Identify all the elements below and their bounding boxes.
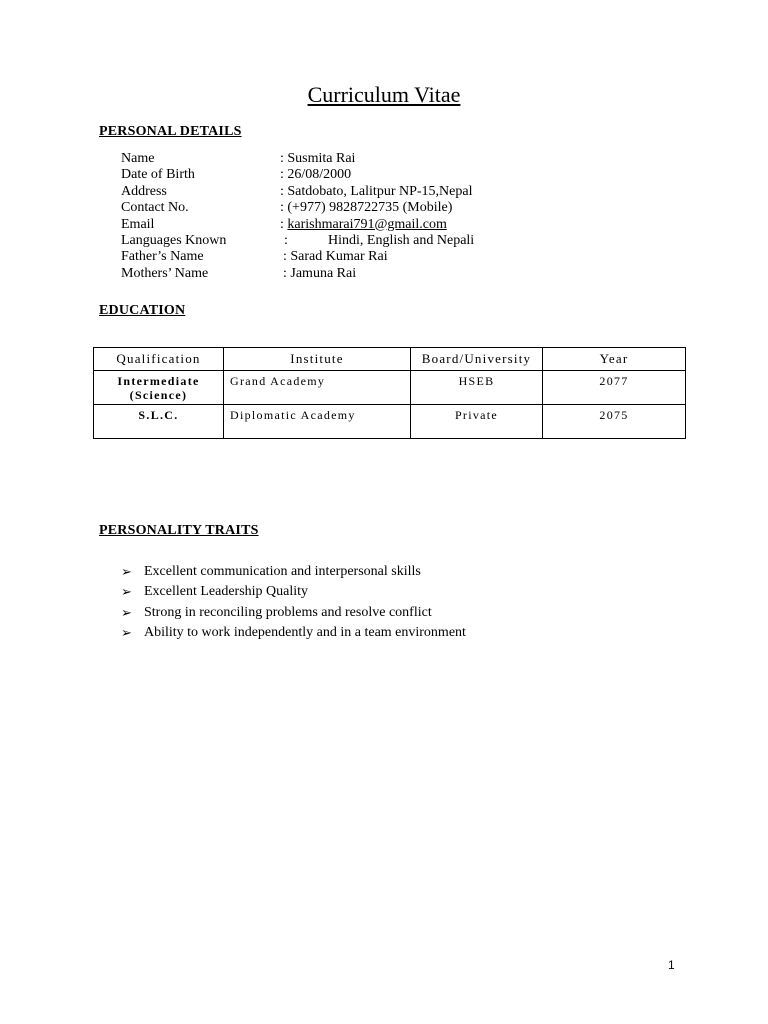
arrow-bullet-icon: ➢ bbox=[121, 564, 132, 579]
year-cell: 2075 bbox=[543, 405, 686, 439]
colon-separator: : bbox=[284, 232, 288, 248]
qualification-cell bbox=[94, 405, 224, 439]
detail-value: : Jamuna Rai bbox=[283, 265, 357, 281]
column-header-board: Board/University bbox=[411, 348, 543, 371]
trait-text: Excellent Leadership Quality bbox=[144, 584, 309, 600]
qualification-cell bbox=[94, 371, 224, 405]
column-header-year: Year bbox=[543, 348, 686, 371]
detail-label: Father’s Name bbox=[121, 249, 204, 265]
arrow-bullet-icon: ➢ bbox=[121, 604, 132, 620]
qualification-line: Intermediate bbox=[117, 374, 200, 388]
qualification-line: S.L.C. bbox=[138, 408, 179, 422]
detail-label: Email bbox=[121, 216, 155, 232]
trait-text: Strong in reconciling problems and resolve conflict bbox=[144, 604, 432, 620]
arrow-bullet-icon: ➢ bbox=[121, 584, 132, 600]
institute-cell: Grand Academy bbox=[224, 371, 411, 405]
page-title: Curriculum Vitae bbox=[307, 82, 461, 107]
detail-value: : Satdobato, Lalitpur NP-15,Nepal bbox=[280, 183, 473, 199]
detail-label: Address bbox=[121, 183, 167, 199]
detail-label: Date of Birth bbox=[121, 167, 195, 183]
colon-separator: : bbox=[280, 216, 288, 232]
column-header-institute: Institute bbox=[224, 348, 411, 371]
email-link[interactable]: karishmarai791@gmail.com bbox=[287, 216, 447, 232]
arrow-bullet-icon: ➢ bbox=[121, 624, 132, 640]
trait-text: Ability to work independently and in a team environment bbox=[144, 624, 466, 640]
education-heading: EDUCATION bbox=[99, 303, 186, 318]
detail-label: Languages Known bbox=[121, 232, 227, 248]
qualification-line: (Science) bbox=[129, 388, 188, 402]
detail-value: : 26/08/2000 bbox=[280, 167, 352, 183]
institute-cell: Diplomatic Academy bbox=[224, 405, 411, 439]
detail-value: : Susmita Rai bbox=[280, 151, 356, 166]
table-row bbox=[94, 405, 686, 439]
table-header-row bbox=[94, 348, 686, 371]
detail-label: Contact No. bbox=[121, 200, 189, 216]
page-number: 1 bbox=[668, 958, 675, 972]
personal-details-heading: PERSONAL DETAILS bbox=[99, 124, 242, 139]
detail-value: Hindi, English and Nepali bbox=[328, 232, 475, 248]
detail-value bbox=[280, 217, 447, 233]
detail-label: Name bbox=[121, 151, 155, 166]
trait-text: Excellent communication and interpersonal skills bbox=[144, 564, 421, 579]
detail-value: : (+977) 9828722735 (Mobile) bbox=[280, 200, 453, 216]
board-cell: Private bbox=[411, 405, 543, 439]
board-cell: HSEB bbox=[411, 371, 543, 405]
table-row bbox=[94, 371, 686, 405]
column-header-qualification: Qualification bbox=[94, 348, 224, 371]
detail-label: Mothers’ Name bbox=[121, 265, 209, 281]
personality-traits-heading: PERSONALITY TRAITS bbox=[99, 523, 259, 538]
detail-value: : Sarad Kumar Rai bbox=[283, 249, 388, 265]
year-cell: 2077 bbox=[543, 371, 686, 405]
education-table bbox=[93, 347, 686, 439]
